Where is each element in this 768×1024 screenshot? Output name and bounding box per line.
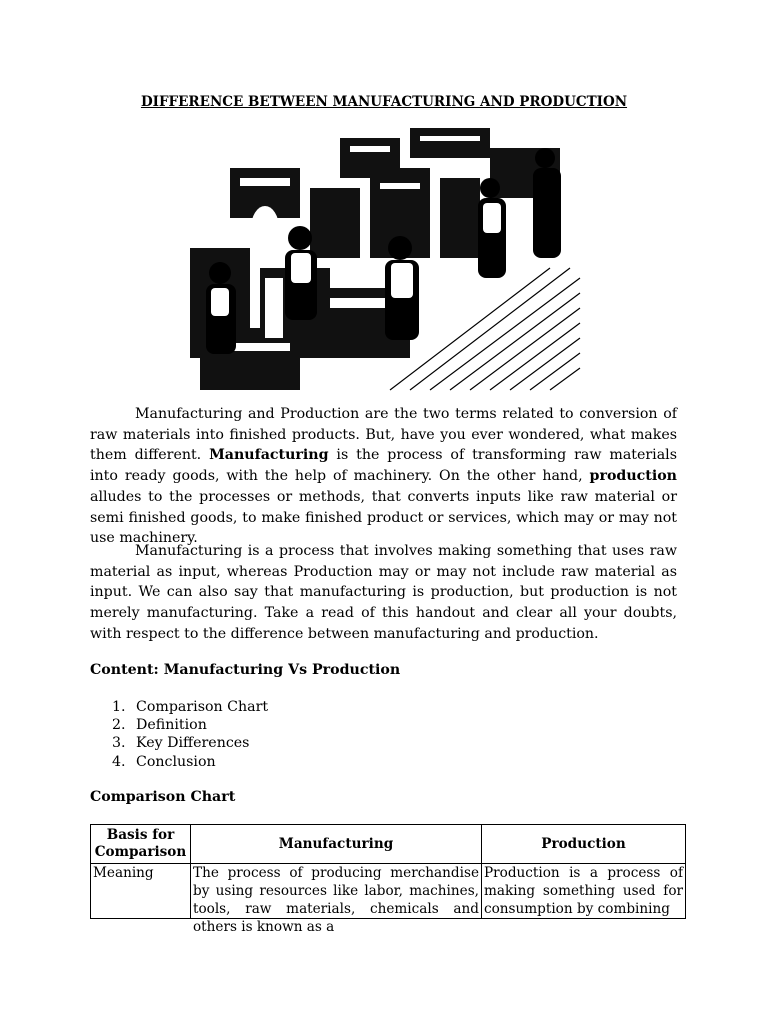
toc-number: 2. (112, 717, 126, 734)
cell-basis (91, 864, 191, 919)
second-paragraph-text: Manufacturing is a process that involves making something that uses raw material as input, whereas Production may or may not include raw material as input. We can also say that manufacturing is production, but production is not merely manufacturing. Take a read of this handout and clear all your doubts, with respect to the difference between manufacturing and production. (90, 543, 677, 642)
toc-number: 3. (112, 735, 126, 752)
header-basis: Basis for Comparison (91, 825, 191, 864)
production-definition: alludes to the processes or methods, that converts inputs like raw material or semi finished goods, to make finished product or services, which may or may not use machinery. (90, 488, 677, 547)
toc-label: Conclusion (136, 753, 216, 770)
factory-illustration (190, 128, 580, 390)
cell-basis-text: Meaning (93, 865, 154, 881)
comparison-chart-heading: Comparison Chart (90, 789, 236, 805)
intro-text: Manufacturing and Production are the two terms related to conversion of raw materials into finished products. But, have you ever wondered, what makes them different. (90, 406, 677, 464)
content-heading: Content: Manufacturing Vs Production (90, 662, 401, 678)
table-of-contents (112, 698, 268, 771)
comparison-table (90, 824, 686, 935)
toc-item[interactable] (112, 698, 268, 716)
cell-production (482, 864, 686, 919)
toc-number: 4. (112, 753, 126, 770)
toc-item[interactable] (112, 753, 268, 771)
toc-item[interactable] (112, 734, 268, 752)
toc-item[interactable] (112, 716, 268, 734)
page-title: DIFFERENCE BETWEEN MANUFACTURING AND PRODUCTION (140, 94, 628, 110)
header-manufacturing: Manufacturing (191, 825, 482, 864)
toc-number: 1. (112, 699, 126, 715)
cell-manufacturing (191, 864, 482, 935)
cell-production-text: Production is a process of making something used for consumption by combining (484, 865, 683, 917)
manufacturing-term: Manufacturing (209, 447, 329, 464)
cell-manufacturing-text: The process of producing merchandise by using resources like labor, machines, tools, raw materials, chemicals and others is known as a (193, 865, 479, 935)
manufacturing-definition: is the process of transforming raw materials into ready goods, with the help of machinery. On the other hand, (90, 447, 677, 485)
toc-label: Comparison Chart (136, 699, 269, 715)
intro-paragraph (90, 404, 677, 549)
table-header-row (91, 825, 686, 864)
toc-label: Definition (136, 717, 207, 734)
header-production: Production (482, 825, 686, 864)
table-row (91, 864, 686, 919)
toc-label: Key Differences (136, 735, 250, 752)
second-paragraph (90, 541, 677, 645)
production-term: production (589, 468, 677, 485)
